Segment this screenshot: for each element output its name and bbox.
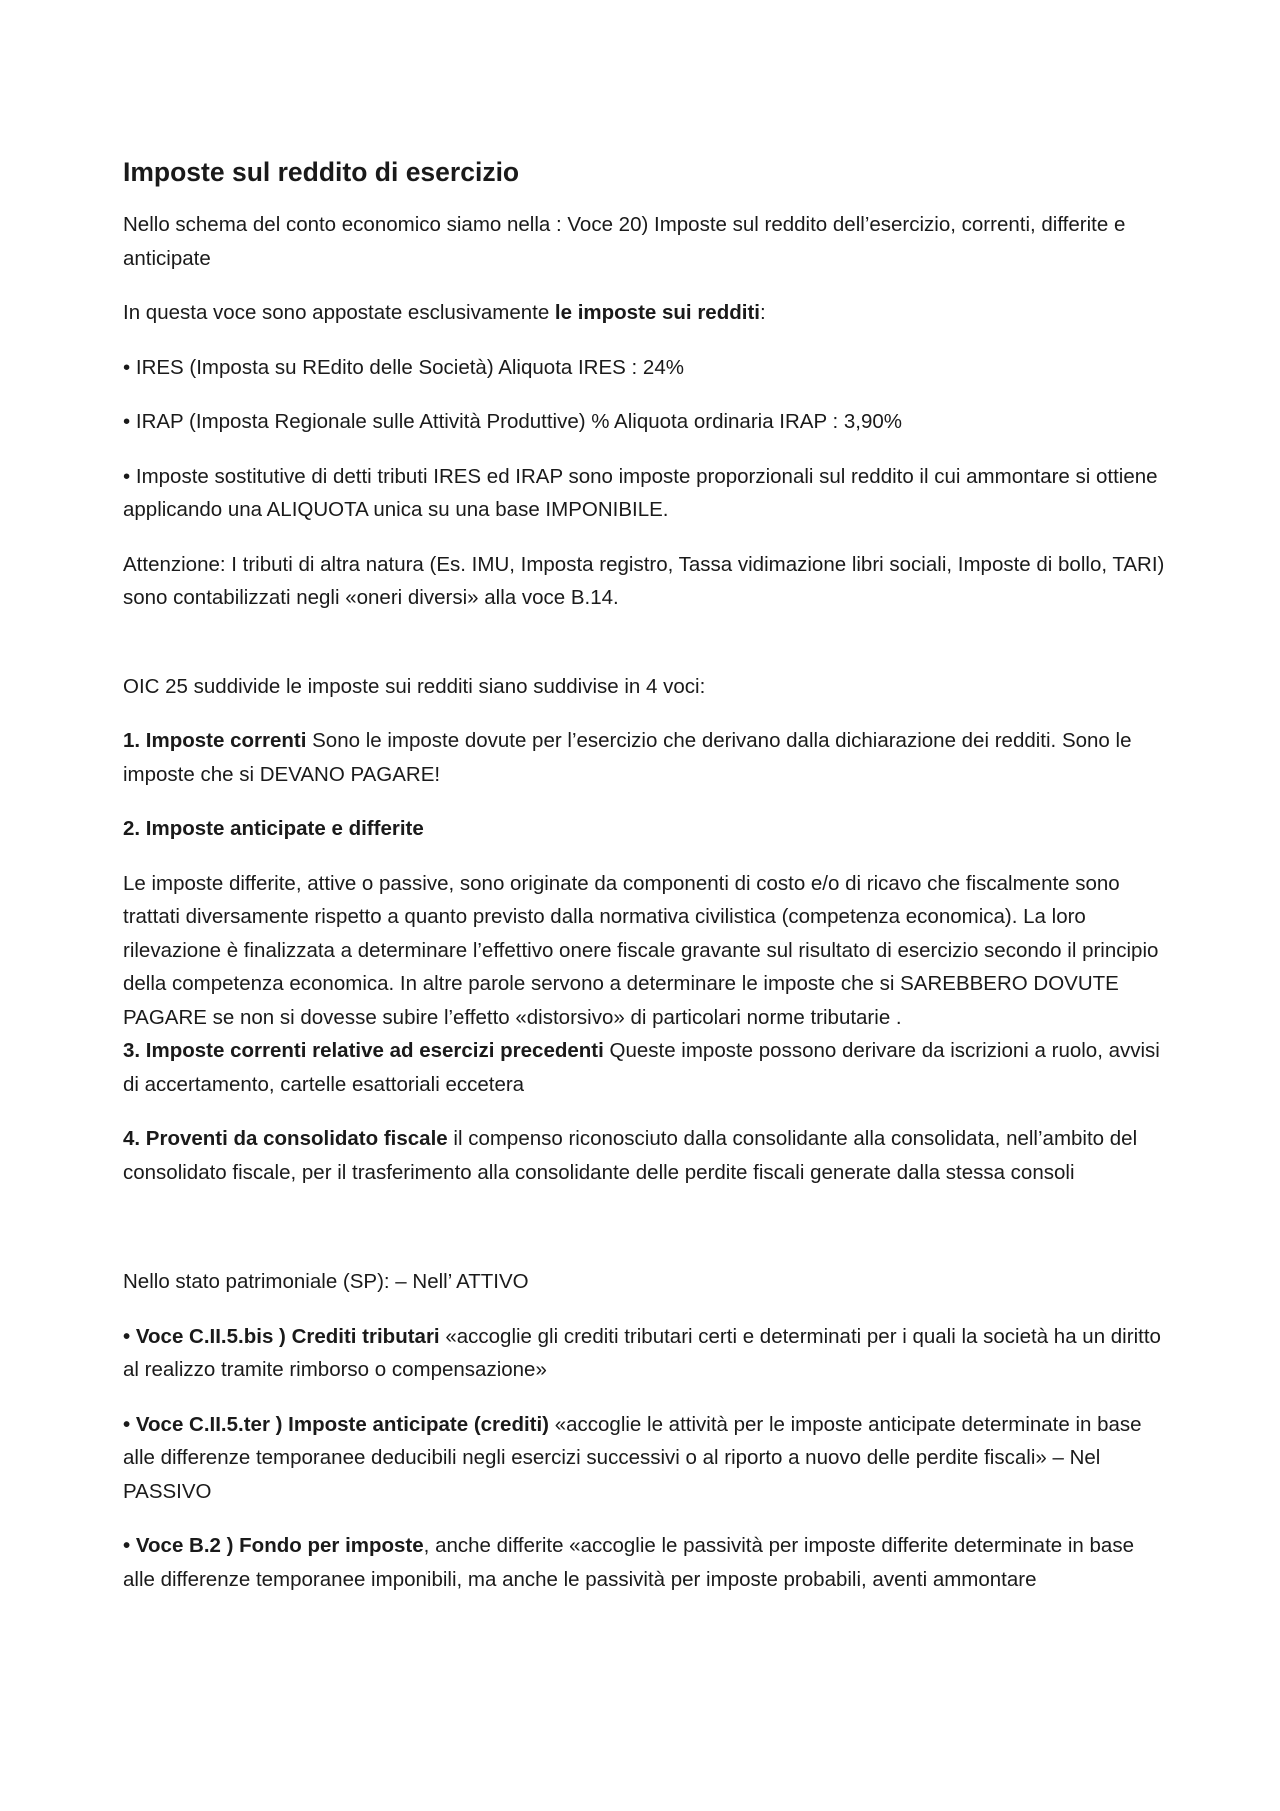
- item-3-bold: 3. Imposte correnti relative ad esercizi precedenti: [123, 1039, 604, 1062]
- taxes-intro-paragraph: [123, 296, 1170, 330]
- spacer: [123, 615, 1170, 670]
- item-3-text: Queste imposte possono derivare da iscrizioni a ruolo, avvisi di accertamento, cartelle esattoriali eccetera: [123, 1039, 1160, 1096]
- balance-sheet-intro: Nello stato patrimoniale (SP): – Nell’ ATTIVO: [123, 1270, 529, 1293]
- spacer: [123, 1189, 1170, 1265]
- bullet-substitute-taxes: • Imposte sostitutive di detti tributi IRES ed IRAP sono imposte proporzionali sul reddito il cui ammontare si ottiene applicando una ALIQUOTA unica su una base IMPONIBILE.: [123, 464, 1158, 521]
- item-2-bold: 2. Imposte anticipate e differite: [123, 817, 424, 840]
- sp-item-3-text: , anche differite «accoglie le passività per imposte differite determinate in base alle differenze temporanee imponibili, ma anche le passività per imposte probabili, aventi ammontare: [123, 1534, 1134, 1591]
- item-2-heading: [123, 812, 1170, 846]
- item-1-text: Sono le imposte dovute per l’esercizio che derivano dalla dichiarazione dei redditi. Sono le imposte che si DEVANO PAGARE!: [123, 729, 1132, 786]
- taxes-intro-bold: le imposte sui redditi: [554, 301, 760, 324]
- item-3-prior-taxes: [123, 1034, 1170, 1101]
- intro-paragraph: Nello schema del conto economico siamo nella : Voce 20) Imposte sul reddito dell’esercizio, correnti, differite e anticipate: [123, 213, 1126, 270]
- sp-item-2-bold: • Voce C.II.5.ter ) Imposte anticipate (crediti): [123, 1412, 550, 1436]
- taxes-intro-tail: :: [759, 301, 766, 324]
- item-4-bold: 4. Proventi da consolidato fiscale: [123, 1127, 448, 1150]
- oic-paragraph: OIC 25 suddivide le imposte sui redditi siano suddivise in 4 voci:: [123, 674, 706, 698]
- bullet-ires: • IRES (Imposta su REdito delle Società) Aliquota IRES : 24%: [123, 355, 684, 379]
- sp-item-3-bold: • Voce B.2 ) Fondo per imposte: [123, 1534, 424, 1557]
- sp-item-crediti-tributari: [123, 1320, 1170, 1387]
- sp-item-1-text: «accoglie gli crediti tributari certi e determinati per i quali la società ha un diritto al realizzo tramite rimborso o compensazione»: [123, 1324, 1161, 1381]
- item-2-text: Le imposte differite, attive o passive, sono originate da componenti di costo e/o di ricavo che fiscalmente sono trattati diversamente rispetto a quanto previsto dalla normativa civilistica (competenza economica). La loro rilevazione è finalizzata a determinare l’effettivo onere fiscale gravante sul risultato di esercizio secondo il principio della competenza economica. In altre parole servono a determinare le imposte che si SAREBBERO DOVUTE PAGARE se non si dovesse subire l’effetto «distorsivo» di particolari norme tributarie .: [123, 871, 1159, 1029]
- sp-item-2-text: «accoglie le attività per le imposte anticipate determinate in base alle differenze temporanee deducibili negli esercizi successivi o al riporto a nuovo delle perdite fiscali» – Nel PASSIVO: [123, 1412, 1142, 1503]
- bullet-irap: • IRAP (Imposta Regionale sulle Attività Produttive) % Aliquota ordinaria IRAP : 3,90%: [123, 410, 902, 433]
- sp-item-imposte-anticipate: [123, 1408, 1170, 1509]
- page-title: Imposte sul reddito di esercizio: [123, 157, 520, 187]
- item-1-current-taxes: [123, 724, 1170, 791]
- item-4-consolidated: [123, 1122, 1170, 1189]
- item-4-text: il compenso riconosciuto dalla consolidante alla consolidata, nell’ambito del consolidato fiscale, per il trasferimento alla consolidante delle perdite fiscali generate dalla stessa consoli: [123, 1127, 1138, 1184]
- attention-paragraph: Attenzione: I tributi di altra natura (Es. IMU, Imposta registro, Tassa vidimazione libri sociali, Imposte di bollo, TARI) sono contabilizzati negli «oneri diversi» alla voce B.14.: [123, 552, 1165, 609]
- taxes-intro-text: In questa voce sono appostate esclusivamente: [123, 301, 555, 324]
- sp-item-fondo-imposte: [123, 1529, 1170, 1596]
- item-1-bold: 1. Imposte correnti: [123, 729, 307, 752]
- sp-item-1-bold: • Voce C.II.5.bis ) Crediti tributari: [123, 1324, 440, 1348]
